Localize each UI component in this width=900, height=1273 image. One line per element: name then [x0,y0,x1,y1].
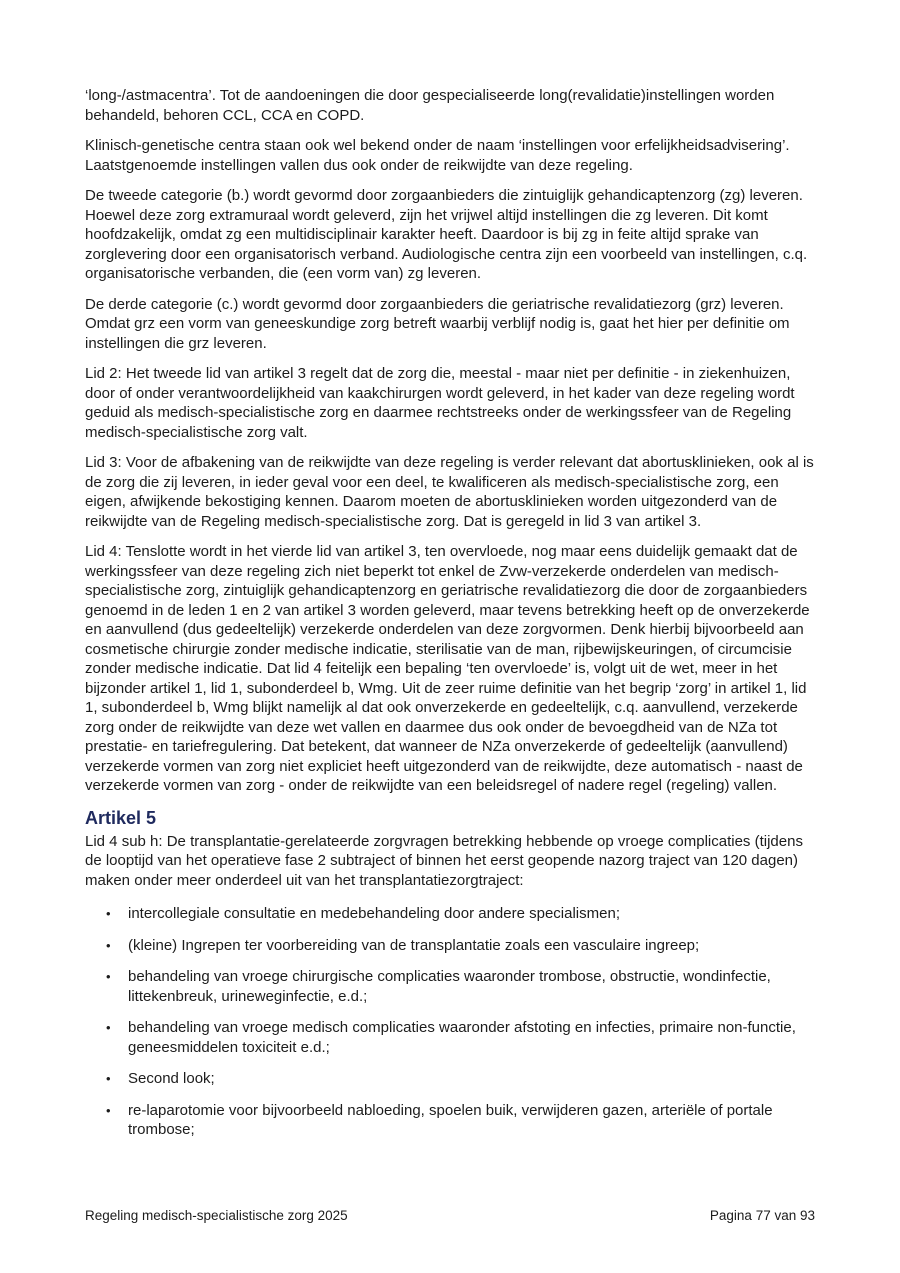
paragraph: Lid 4 sub h: De transplantatie-gerelateerde zorgvragen betrekking hebbende op vroege complicaties (tijdens de looptijd van het operatieve fase 2 subtraject of binnen het eerst geopende nazorg traject van 120 dagen) maken onder meer onderdeel uit van het transplantatiezorgtraject: [85,832,803,889]
paragraph: De tweede categorie (b.) wordt gevormd door zorgaanbieders die zintuiglijk gehandicaptenzorg (zg) leveren. Hoewel deze zorg extramuraal wordt geleverd, zijn het vrijwel altijd instellingen die zg leveren. Dit komt hoofdzakelijk, omdat zg een multidisciplinair karakter heeft. Daardoor is bij zg in feite altijd sprake van zorglevering door een organisatorisch verband. Audiologische centra zijn een voorbeeld van instellingen, c.q. organisatorische verbanden, die (een vorm van) zg leveren. [85,187,808,282]
list-item [85,904,817,924]
bullet-icon: • [106,1020,111,1035]
paragraph: Lid 3: Voor de afbakening van de reikwijdte van deze regeling is verder relevant dat abortusklinieken, ook al is de zorg die zij leveren, in ieder geval voor een deel, te kwalificeren als medisch-specialistische zorg, een eigen, afwijkende bekostiging kennen. Daarom moeten de abortusklinieken worden uitgezonderd van de reikwijdte van de Regeling medisch-specialistische zorg. Dat is geregeld in lid 3 van artikel 3. [85,454,814,530]
footer-page-number: Pagina 77 van 93 [709,1208,815,1223]
list-item-text: behandeling van vroege medisch complicaties waaronder afstoting en infecties, primaire non-functie, geneesmiddelen toxiciteit e.d.; [128,1019,796,1056]
list-item [85,1101,817,1140]
bullet-icon: • [106,906,111,921]
paragraph: Lid 2: Het tweede lid van artikel 3 regelt dat de zorg die, meestal - maar niet per definitie - in ziekenhuizen, door of onder verantwoordelijkheid van kaakchirurgen wordt geleverd, in het kader van deze regeling wordt geduid als medisch-specialistische zorg en daarmee rechtstreeks onder de werkingssfeer van de Regeling medisch-specialistische zorg valt. [85,365,795,441]
page-footer [85,1207,815,1224]
bullet-icon: • [106,1102,111,1118]
section-heading-artikel-5: Artikel 5 [85,807,157,828]
list-item-text: re-laparotomie voor bijvoorbeeld nabloeding, spoelen buik, verwijderen gazen, arteriële of portale trombose; [128,1101,773,1138]
list-item [85,967,817,1006]
list-item-text: intercollegiale consultatie en medebehandeling door andere specialismen; [128,905,620,922]
list-item [85,1069,817,1089]
bullet-icon: • [106,1071,111,1086]
list-item-text: (kleine) Ingrepen ter voorbereiding van de transplantatie zoals een vasculaire ingreep; [128,936,700,954]
paragraph: Klinisch-genetische centra staan ook wel bekend onder de naam ‘instellingen voor erfelijkheidsadvisering’. Laatstgenoemde instellingen vallen dus ook onder de reikwijdte van deze regeling. [85,137,790,174]
footer-document-title: Regeling medisch-specialistische zorg 2025 [85,1208,348,1223]
list-item [85,936,817,956]
list-item [85,1018,817,1057]
paragraph: ‘long-/astmacentra’. Tot de aandoeningen die door gespecialiseerde long(revalidatie)instellingen worden behandeld, behoren CCL, CCA en COPD. [85,87,775,124]
bullet-list [85,904,817,1140]
list-item-text: behandeling van vroege chirurgische complicaties waaronder trombose, obstructie, wondinfectie, littekenbreuk, urineweginfectie, e.d.; [128,968,771,1005]
document-body [85,86,817,1152]
bullet-icon: • [106,969,111,984]
paragraph: Lid 4: Tenslotte wordt in het vierde lid van artikel 3, ten overvloede, nog maar eens duidelijk gemaakt dat de werkingssfeer van deze regeling zich niet beperkt tot enkel de Zvw-verzekerde onderdelen van medisch-specialistische zorg, zintuiglijk gehandicaptenzorg en geriatrische revalidatiezorg die door de zorgaanbieders genoemd in de leden 1 en 2 van artikel 3 worden geleverd, maar tevens betrekking heeft op de onverzekerde en aanvullend (dus gedeeltelijk) verzekerde onderdelen van deze zorgvormen. Denk hierbij bijvoorbeeld aan cosmetische chirurgie zonder medische indicatie, sterilisatie van de man, rijbewijskeuringen, of circumcisie zonder medische indicatie. Dat lid 4 feitelijk een bepaling ‘ten overvloede’ is, volgt uit de wet, meer in het bijzonder artikel 1, lid 1, subonderdeel b, Wmg. Uit de zeer ruime definitie van het begrip ‘zorg’ in artikel 1, lid 1, subonderdeel b, Wmg blijkt namelijk al dat ook onverzekerde en gedeeltelijk, c.q. aanvullend, verzekerde zorg onder de reikwijdte van deze wet vallen en daarmee dus ook onder de bevoegdheid van de NZa tot prestatie- en tariefregulering. Dat betekent, dat wanneer de NZa onverzekerde of gedeeltelijk (aanvullend) verzekerde vormen van zorg niet expliciet heeft uitgezonderd van de reikwijdte, deze automatisch - naast de verzekerde vormen van zorg - onder de reikwijdte van een beleidsregel of nadere regel (regeling) vallen. [85,543,810,794]
paragraph: De derde categorie (c.) wordt gevormd door zorgaanbieders die geriatrische revalidatiezorg (grz) leveren. Omdat grz een vorm van geneeskundige zorg betreft waarbij verblijf nodig is, gaat het hier per definitie om instellingen die grz leveren. [85,295,790,352]
list-item-text: Second look; [128,1070,215,1087]
bullet-icon: • [106,937,111,953]
